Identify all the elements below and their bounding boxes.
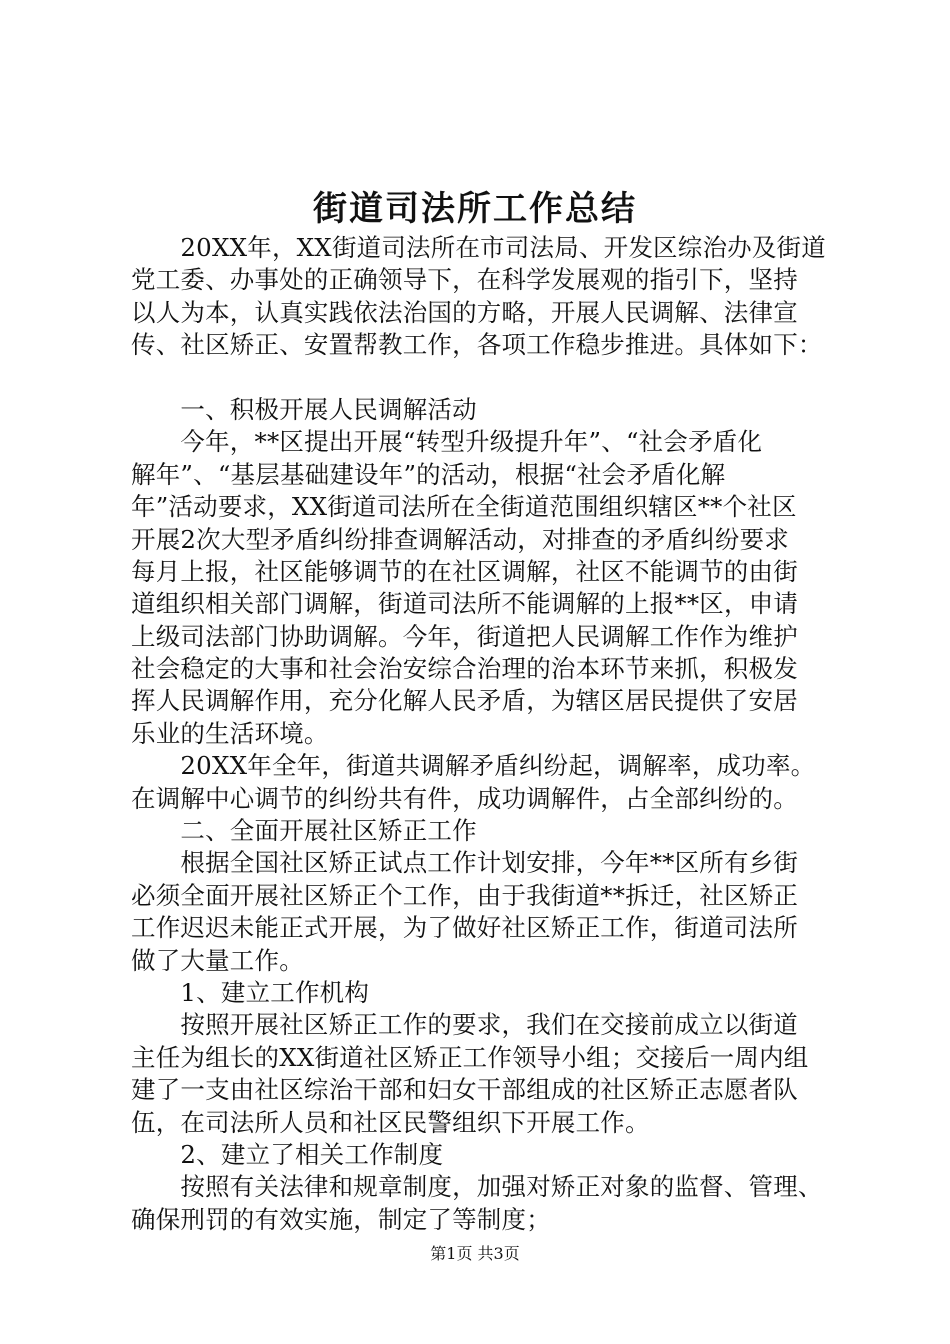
body-line: 工作迟迟未能正式开展，为了做好社区矫正工作，街道司法所	[131, 913, 798, 943]
body-line: 道组织相关部门调解，街道司法所不能调解的上报**区，申请	[131, 589, 799, 619]
body-line: 二、全面开展社区矫正工作	[131, 816, 477, 846]
page-footer: 第1页 共3页	[430, 1244, 520, 1263]
body-line: 按照开展社区矫正工作的要求，我们在交接前成立以街道	[131, 1010, 798, 1040]
body-line: 上级司法部门协助调解。今年，街道把人民调解工作作为维护	[131, 621, 798, 651]
body-line: 一、积极开展人民调解活动	[131, 394, 477, 424]
body-line: 党工委、办事处的正确领导下，在科学发展观的指引下，坚持	[131, 265, 798, 295]
body-line: 20XX年，XX街道司法所在市司法局、开发区综治办及街道	[131, 233, 826, 262]
body-line: 每月上报，社区能够调节的在社区调解，社区不能调节的由街	[131, 556, 798, 586]
body-line: 伍，在司法所人员和社区民警组织下开展工作。	[131, 1107, 650, 1137]
body-line: 以人为本，认真实践依法治国的方略，开展人民调解、法律宣	[131, 297, 798, 327]
body-line: 今年，**区提出开展“转型升级提升年”、“社会矛盾化	[131, 427, 763, 457]
body-line: 在调解中心调节的纠纷共有件，成功调解件，占全部纠纷的。	[131, 783, 798, 813]
body-line: 主任为组长的XX街道社区矫正工作领导小组；交接后一周内组	[131, 1042, 809, 1072]
body-line: 20XX年全年，街道共调解矛盾纠纷起，调解率，成功率。	[131, 751, 816, 781]
body-line: 开展2次大型矛盾纠纷排查调解活动，对排查的矛盾纠纷要求	[131, 524, 789, 554]
body-line: 挥人民调解作用，充分化解人民矛盾，为辖区居民提供了安居	[131, 686, 798, 716]
body-line: 年”活动要求，XX街道司法所在全街道范围组织辖区**个社区	[131, 492, 797, 522]
blank-line	[131, 362, 851, 394]
body-line: 做了大量工作。	[131, 945, 304, 975]
body-line: 乐业的生活环境。	[131, 718, 329, 748]
body-line: 确保刑罚的有效实施，制定了等制度；	[131, 1204, 551, 1234]
body-line: 2、建立了相关工作制度	[131, 1139, 444, 1169]
body-line: 社会稳定的大事和社会治安综合治理的治本环节来抓，积极发	[131, 654, 798, 684]
body-line: 建了一支由社区综治干部和妇女干部组成的社区矫正志愿者队	[131, 1075, 798, 1105]
body-line: 必须全面开展社区矫正个工作，由于我街道**拆迁，社区矫正	[131, 880, 799, 910]
body-line: 根据全国社区矫正试点工作计划安排，今年**区所有乡街	[131, 848, 799, 878]
document-body	[131, 232, 851, 1236]
body-line: 按照有关法律和规章制度，加强对矫正对象的监督、管理、	[131, 1172, 823, 1202]
body-line: 1、建立工作机构	[131, 977, 370, 1007]
document-title: 街道司法所工作总结	[313, 189, 637, 229]
body-line: 传、社区矫正、安置帮教工作，各项工作稳步推进。具体如下：	[131, 330, 823, 360]
body-line: 解年”、“基层基础建设年”的活动，根据“社会矛盾化解	[131, 459, 726, 489]
